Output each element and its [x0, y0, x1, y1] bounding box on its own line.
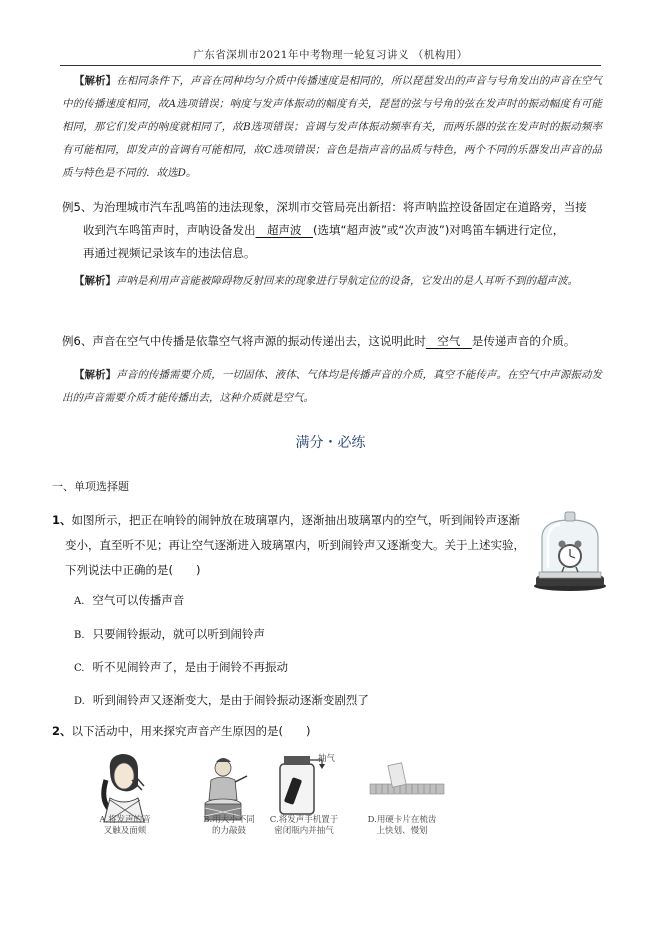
example-5-answer: 超声波	[255, 223, 313, 237]
question-number: 2、	[52, 724, 72, 738]
page-header: 广东省深圳市2021年中考物理一轮复习讲义 （机构用）	[60, 47, 601, 66]
analysis-text: 声音的传播需要介质，一切固体、液体、气体均是传播声音的介质，真空不能传声。在空气中声源振动发出的声音需要介质才能传播出去，这种介质就是空气。	[62, 369, 603, 404]
option-d[interactable]: D. 听到闹铃声又逐渐变大，是由于闹铃振动逐渐变剧烈了	[74, 693, 369, 707]
question-number: 1、	[52, 513, 72, 527]
option-d-caption: D.用硬卡片在梳齿 上快划、慢划	[367, 815, 437, 836]
example-6-answer: 空气	[425, 334, 472, 348]
section-subtitle: 一、单项选择题	[52, 480, 129, 493]
option-c[interactable]: C. 听不见闹铃声了，是由于闹铃不再振动	[74, 660, 288, 674]
example-5	[62, 196, 607, 265]
example-5-line-3: 再通过视频记录该车的违法信息。	[83, 246, 256, 260]
analysis-paragraph-1	[62, 70, 602, 185]
analysis-paragraph-2	[62, 270, 602, 293]
option-b-caption: B.用大小不同 的力敲鼓	[203, 815, 255, 836]
bell-jar-alarm-clock-image	[530, 510, 610, 592]
question-2: 2、以下活动中，用来探究声音产生原因的是( )	[52, 724, 311, 738]
example-5-line-2: 收到汽车鸣笛声时，声呐设备发出 超声波 (选填“超声波”或“次声波”)对鸣笛车辆进行定位，	[83, 223, 565, 237]
option-b[interactable]: B. 只要闹铃振动，就可以听到闹铃声	[74, 627, 266, 641]
option-c-caption: C.将发声手机置于 密闭瓶内并抽气	[269, 815, 339, 836]
analysis-tag: 【解析】	[74, 75, 117, 87]
analysis-tag: 【解析】	[74, 275, 116, 287]
question-1: 1、如图所示，把正在响铃的闹钟放在玻璃罩内，逐渐抽出玻璃罩内的空气，听到闹铃声逐渐 变小，直至听不见；再让空气逐渐进入玻璃罩内，听到闹铃声又逐渐变大。关于上述实验， 下列说法中正确的是( )	[52, 513, 525, 577]
analysis-paragraph-3	[62, 364, 602, 410]
section-title: 满分・必练	[295, 435, 366, 451]
analysis-text: 声呐是利用声音能被障碍物反射回来的现象进行导航定位的设备，它发出的是人耳听不到的超声波。	[116, 275, 578, 287]
option-a-caption: A.将发声的音 叉触及面颊	[99, 815, 151, 836]
option-a[interactable]: A. 空气可以传播声音	[74, 593, 185, 607]
example-5-line-1: 例5、为治理城市汽车乱鸣笛的违法现象，深圳市交管局亮出新招：将声呐监控设备固定在道路旁，当接	[62, 200, 587, 214]
pump-label: 抽气	[318, 754, 336, 764]
analysis-tag: 【解析】	[74, 369, 117, 381]
example-6: 例6、声音在空气中传播是依靠空气将声源的振动传递出去，这说明此时 空气 是传递声音的介质。	[62, 334, 576, 348]
analysis-text: 在相同条件下，声音在同种均匀介质中传播速度是相同的，所以琵琶发出的声音与号角发出的声音在空气中的传播速度相同，故A选项错误；响度与发声体振动的幅度有关，琵琶的弦与号角的弦在发声时的振动幅度有可能相同，那它们发声的响度就相同了，故B选项错误；音调与发声体振动频率有关，而两乐器的弦在发声时的振动频率有可能相同，即发声的音调有可能相同，故C选项错误；音色是指声音的品质与特色，两个不同的乐器发出声音的品质与特色是不同的．故选D。	[62, 75, 603, 179]
